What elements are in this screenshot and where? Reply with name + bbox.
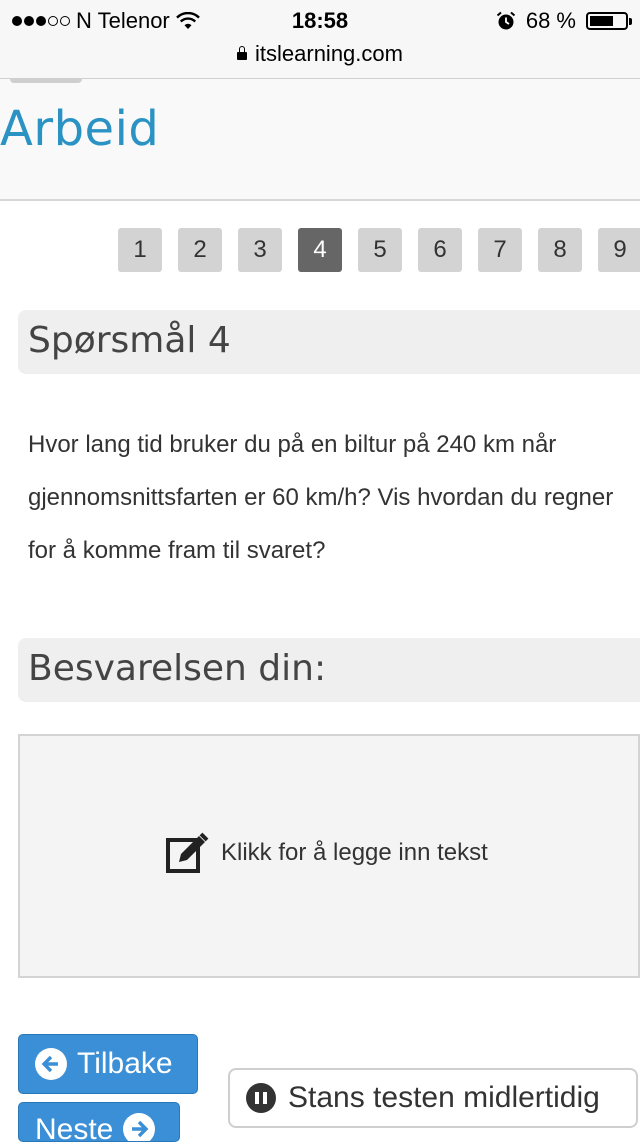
edit-icon	[165, 832, 209, 874]
next-button[interactable]	[18, 1102, 180, 1142]
battery-percent: 68 %	[525, 8, 576, 33]
arrow-left-icon	[35, 1048, 67, 1080]
pause-test-button[interactable]	[228, 1068, 638, 1128]
page-button-3[interactable]: 3	[238, 228, 282, 272]
question-pager	[118, 228, 640, 272]
next-button-label: Neste	[35, 1113, 114, 1142]
lock-icon	[237, 52, 247, 60]
arrow-right-icon	[123, 1113, 155, 1142]
back-button-label: Tilbake	[77, 1047, 173, 1080]
question-heading: Spørsmål 4	[28, 320, 231, 361]
answer-input[interactable]	[18, 734, 640, 978]
answer-heading-bar	[18, 638, 640, 702]
clock: 18:58	[291, 8, 349, 33]
menu-tab[interactable]	[10, 79, 82, 83]
alarm-icon	[496, 11, 516, 31]
page-button-2[interactable]: 2	[178, 228, 222, 272]
pause-icon	[246, 1083, 276, 1113]
back-button[interactable]	[18, 1034, 198, 1094]
page-button-6[interactable]: 6	[418, 228, 462, 272]
app-header	[0, 79, 640, 201]
question-heading-bar	[18, 310, 640, 374]
battery-icon	[586, 12, 628, 30]
page-button-9[interactable]: 9	[598, 228, 640, 272]
answer-prompt[interactable]	[165, 832, 488, 874]
page-button-7[interactable]: 7	[478, 228, 522, 272]
question-text: Hvor lang tid bruker du på en biltur på 240 km når gjennomsnittsfarten er 60 km/h? Vis hvordan du regner for å komme fram til svaret?	[28, 431, 614, 564]
answer-prompt-text: Klikk for å legge inn tekst	[221, 839, 488, 866]
url-text: itslearning.com	[255, 41, 403, 66]
url-bar[interactable]	[0, 40, 640, 79]
page-button-5[interactable]: 5	[358, 228, 402, 272]
page-button-8[interactable]: 8	[538, 228, 582, 272]
pause-button-label: Stans testen midlertidig	[288, 1081, 600, 1114]
page-button-4[interactable]: 4	[298, 228, 342, 272]
status-right	[496, 8, 628, 34]
carrier-name: N Telenor	[76, 8, 170, 33]
answer-heading: Besvarelsen din:	[28, 648, 327, 689]
page-button-1[interactable]: 1	[118, 228, 162, 272]
status-bar	[0, 0, 640, 40]
page-title: Arbeid	[0, 101, 160, 157]
